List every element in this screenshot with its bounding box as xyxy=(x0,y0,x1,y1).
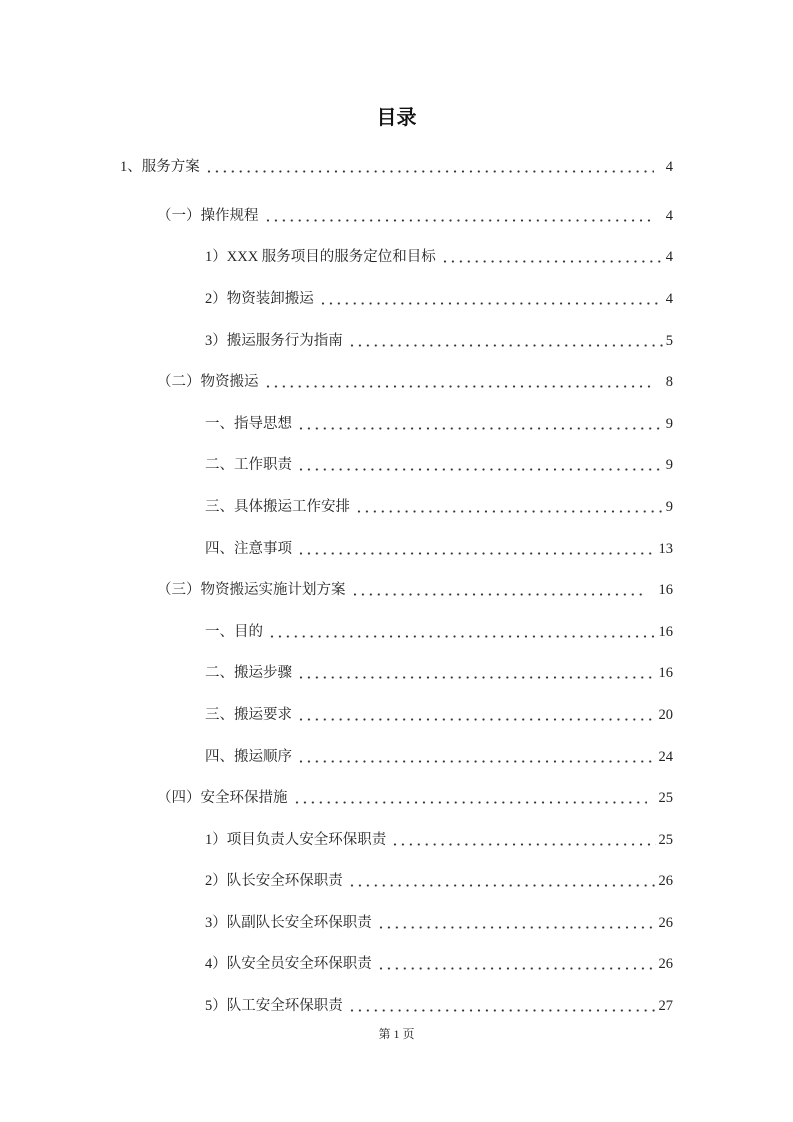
toc-entry xyxy=(0,860,793,902)
toc-entry xyxy=(0,403,793,445)
toc-entry-label: 2）物资装卸搬运 xyxy=(205,290,314,307)
toc-entry-label: （二）物资搬运 xyxy=(157,374,259,391)
toc-entry-page-number: 9 xyxy=(665,498,673,515)
toc-dot-leader xyxy=(297,749,656,765)
toc-dot-leader xyxy=(441,249,663,265)
toc-entry-label: 2）队长安全环保职责 xyxy=(205,873,343,890)
toc-entry-page-number: 4 xyxy=(665,207,673,224)
toc-entry-page-number: 8 xyxy=(665,374,673,391)
toc-entry xyxy=(0,237,793,279)
toc-entry-page-number: 26 xyxy=(658,914,673,931)
toc-entry-page-number: 27 xyxy=(658,998,673,1015)
toc-entry-label: 一、指导思想 xyxy=(205,415,292,432)
toc-entry-label: 二、工作职责 xyxy=(205,457,292,474)
toc-entry-label: 1、服务方案 xyxy=(120,158,200,175)
toc-entry-page-number: 5 xyxy=(665,332,673,349)
toc-dot-leader xyxy=(297,707,656,723)
toc-entry xyxy=(0,819,793,861)
toc-entry-page-number: 4 xyxy=(665,158,673,175)
toc-list xyxy=(0,146,793,1027)
toc-entry-label: 3）搬运服务行为指南 xyxy=(205,332,343,349)
toc-dot-leader xyxy=(264,374,654,390)
toc-entry xyxy=(0,146,793,188)
toc-entry-page-number: 16 xyxy=(658,623,673,640)
toc-entry-label: 四、注意事项 xyxy=(205,540,292,557)
toc-entry xyxy=(0,569,793,611)
toc-entry-page-number: 26 xyxy=(658,956,673,973)
toc-entry xyxy=(0,777,793,819)
toc-entry-page-number: 26 xyxy=(658,873,673,890)
toc-dot-leader xyxy=(297,457,663,473)
toc-entry xyxy=(0,195,793,237)
toc-entry-label: （一）操作规程 xyxy=(157,207,259,224)
toc-entry-label: 三、具体搬运工作安排 xyxy=(205,498,350,515)
toc-entry-label: 四、搬运顺序 xyxy=(205,748,292,765)
toc-entry-page-number: 13 xyxy=(658,540,673,557)
toc-entry-page-number: 24 xyxy=(658,748,673,765)
toc-entry-page-number: 9 xyxy=(665,457,673,474)
toc-entry-page-number: 16 xyxy=(658,582,673,599)
toc-dot-leader xyxy=(319,291,663,307)
toc-entry xyxy=(0,528,793,570)
toc-dot-leader xyxy=(297,541,656,557)
toc-entry-label: （三）物资搬运实施计划方案 xyxy=(157,582,346,599)
toc-entry xyxy=(0,694,793,736)
toc-dot-leader xyxy=(391,832,655,848)
toc-entry-label: 1）项目负责人安全环保职责 xyxy=(205,831,387,848)
toc-entry xyxy=(0,320,793,362)
page-footer: 第 1 页 xyxy=(378,1027,415,1041)
toc-dot-leader xyxy=(377,956,656,972)
toc-dot-leader xyxy=(297,416,663,432)
toc-entry-label: 三、搬运要求 xyxy=(205,706,292,723)
toc-entry xyxy=(0,486,793,528)
toc-dot-leader xyxy=(355,499,663,515)
toc-entry-label: 一、目的 xyxy=(205,623,263,640)
toc-entry xyxy=(0,278,793,320)
toc-dot-leader xyxy=(348,333,663,349)
toc-entry-label: 5）队工安全环保职责 xyxy=(205,998,343,1015)
toc-dot-leader xyxy=(377,915,656,931)
toc-entry xyxy=(0,985,793,1027)
toc-entry xyxy=(0,445,793,487)
toc-entry xyxy=(0,736,793,778)
page-title: 目录 xyxy=(376,105,417,129)
toc-entry xyxy=(0,902,793,944)
toc-entry-label: 3）队副队长安全环保职责 xyxy=(205,914,372,931)
toc-dot-leader xyxy=(268,624,656,640)
toc-entry xyxy=(0,944,793,986)
toc-dot-leader xyxy=(264,208,654,224)
toc-entry-page-number: 25 xyxy=(658,790,673,807)
toc-entry-label: 4）队安全员安全环保职责 xyxy=(205,956,372,973)
toc-entry xyxy=(0,653,793,695)
toc-entry-label: 二、搬运步骤 xyxy=(205,665,292,682)
toc-dot-leader xyxy=(348,998,656,1014)
toc-dot-leader xyxy=(205,159,654,175)
toc-entry xyxy=(0,361,793,403)
toc-entry xyxy=(0,611,793,653)
toc-entry-page-number: 16 xyxy=(658,665,673,682)
toc-dot-leader xyxy=(293,790,647,806)
toc-entry-page-number: 20 xyxy=(658,706,673,723)
toc-entry-page-number: 4 xyxy=(665,249,673,266)
toc-dot-leader xyxy=(297,665,656,681)
toc-entry-page-number: 4 xyxy=(665,290,673,307)
toc-entry-page-number: 25 xyxy=(658,831,673,848)
toc-entry-label: （四）安全环保措施 xyxy=(157,790,288,807)
toc-entry-label: 1）XXX 服务项目的服务定位和目标 xyxy=(205,249,436,266)
toc-dot-leader xyxy=(348,873,656,889)
toc-entry-page-number: 9 xyxy=(665,415,673,432)
toc-dot-leader xyxy=(351,582,647,598)
